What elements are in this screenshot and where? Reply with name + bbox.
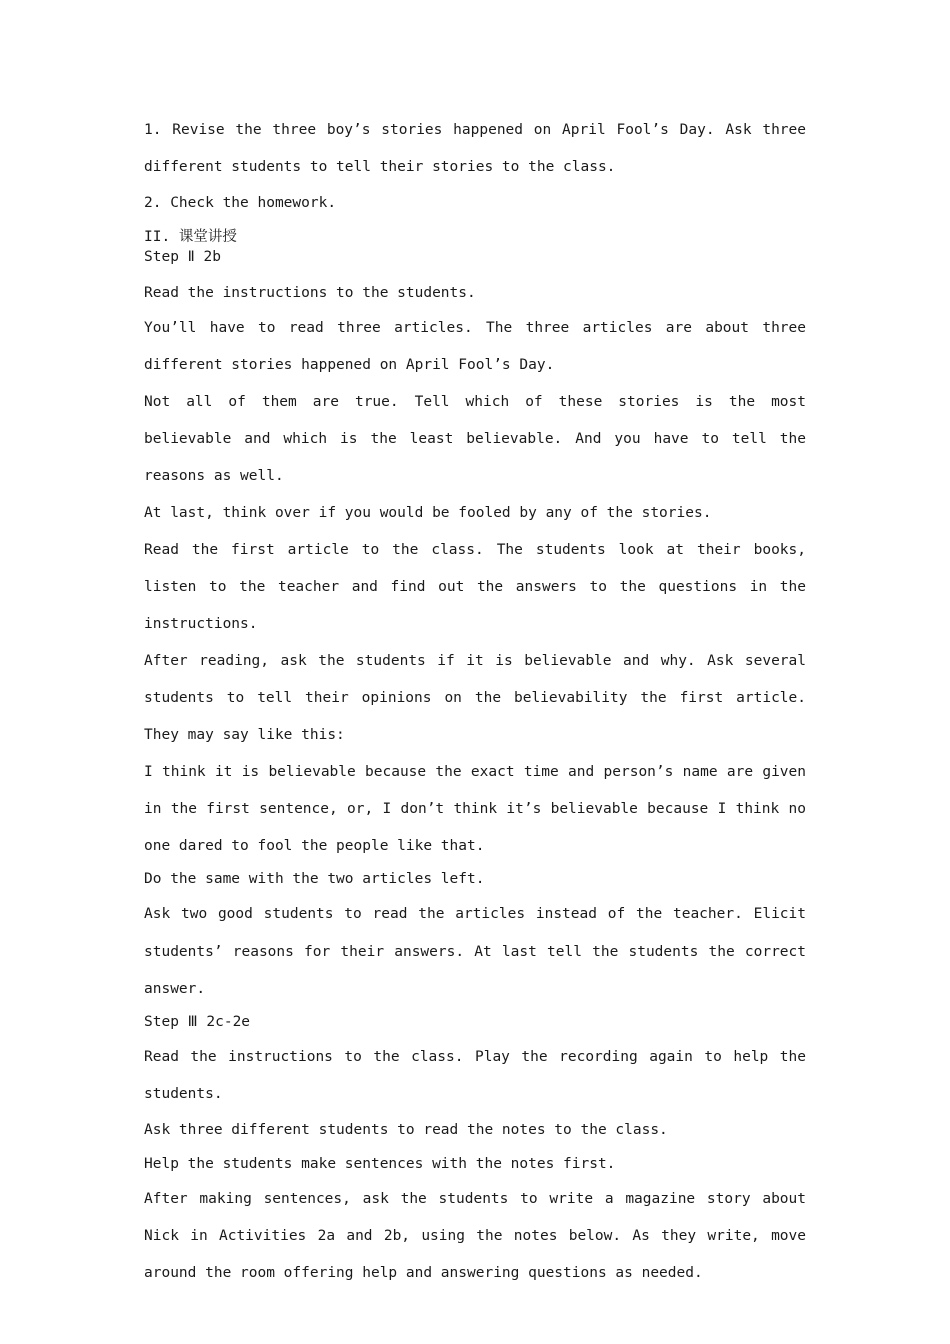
paragraph-same-with-articles: Do the same with the two articles left. — [144, 871, 485, 887]
paragraph-write-story: After making sentences, ask the students to write a magazine story about Nick in Activities 2a and 2b, using the notes below. As they write, move around the room offering help and answering questions as needed. — [144, 1190, 806, 1281]
paragraph-three-articles: You’ll have to read three articles. The three articles are about three different stories happened on April Fool’s Day. — [144, 320, 806, 373]
paragraph-read-first-article: Read the first article to the class. The students look at their books, listen to the teacher and find out the answers to the questions in the instructions. — [144, 542, 806, 632]
step-heading-2b: Step Ⅱ 2b — [144, 249, 221, 265]
section-heading-lecture: II. 课堂讲授 — [144, 229, 237, 245]
paragraph-read-instructions: Read the instructions to the students. — [144, 285, 476, 301]
paragraph-example-answer: I think it is believable because the exact time and person’s name are given in the first sentence, or, I don’t think it’s believable because I think no one dared to fool the people like that. — [144, 764, 806, 854]
paragraph-not-all-true: Not all of them are true. Tell which of these stories is the most believable and which is the least believable. And you have to tell the reasons as well. — [144, 394, 806, 484]
paragraph-play-recording: Read the instructions to the class. Play the recording again to help the students. — [144, 1048, 806, 1102]
document-body — [144, 112, 806, 1292]
paragraph-make-sentences: Help the students make sentences with the notes first. — [144, 1155, 616, 1172]
step-heading-2c-2e: Step Ⅲ 2c-2e — [144, 1013, 251, 1030]
paragraph-at-last: At last, think over if you would be fooled by any of the stories. — [144, 505, 712, 521]
paragraph-ask-good-students: Ask two good students to read the articles instead of the teacher. Elicit students’ reasons for their answers. At last tell the students the correct answer. — [144, 906, 806, 997]
paragraph-check-homework: 2. Check the homework. — [144, 195, 337, 211]
paragraph-read-notes: Ask three different students to read the notes to the class. — [144, 1121, 668, 1138]
paragraph-revise-stories: 1. Revise the three boy’s stories happened on April Fool’s Day. Ask three different students to tell their stories to the class. — [144, 122, 806, 175]
paragraph-after-reading: After reading, ask the students if it is believable and why. Ask several students to tell their opinions on the believability the first article. They may say like this: — [144, 653, 806, 743]
